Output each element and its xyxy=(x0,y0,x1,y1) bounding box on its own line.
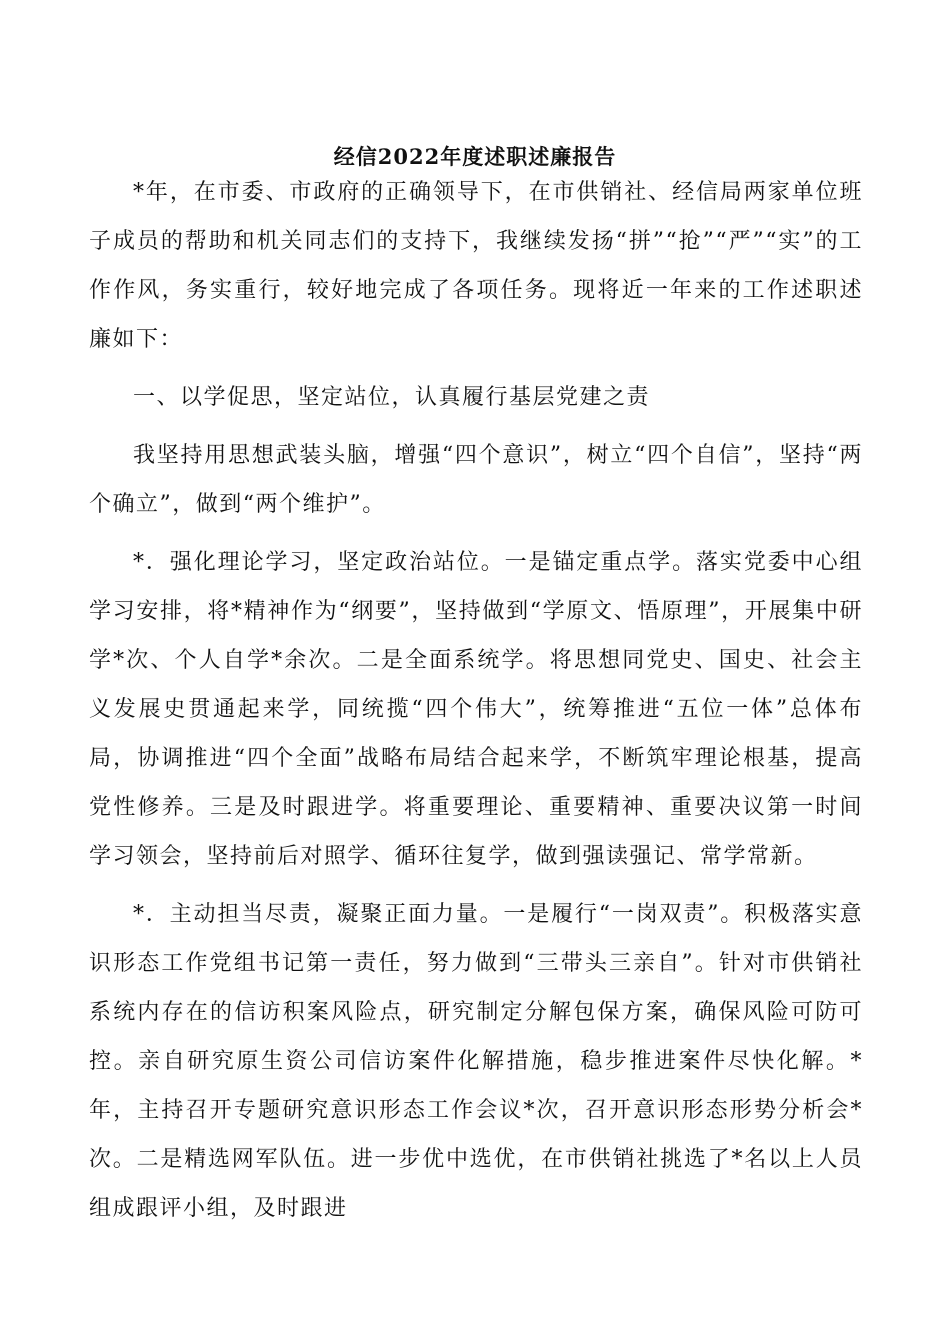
paragraph-item-1: *．强化理论学习，坚定政治站位。一是锚定重点学。落实党委中心组学习安排，将*精神作为“纲要”，坚持做到“学原文、悟原理”，开展集中研学*次、个人自学*余次。二是全面系统学。将思想同党史、国史、社会主义发展史贯通起来学，同统揽“四个伟大”，统筹推进“五位一体”总体布局，协调推进“四个全面”战略布局结合起来学，不断筑牢理论根基，提高党性修养。三是及时跟进学。将重要理论、重要精神、重要决议第一时间学习领会，坚持前后对照学、循环往复学，做到强读强记、常学常新。 xyxy=(89,550,863,869)
document-body xyxy=(89,168,863,1233)
document-title: 经信2022年度述职述廉报告 xyxy=(333,144,617,169)
paragraph-item-2: *．主动担当尽责，凝聚正面力量。一是履行“一岗双责”。积极落实意识形态工作党组书记第一责任，努力做到“三带头三亲自”。针对市供销社系统内存在的信访积案风险点，研究制定分解包保方案，确保风险可防可控。亲自研究原生资公司信访案件化解措施，稳步推进案件尽快化解。*年，主持召开专题研究意识形态工作会议*次，召开意识形态形势分析会*次。二是精选网军队伍。进一步优中选优，在市供销社挑选了*名以上人员组成跟评小组，及时跟进 xyxy=(89,902,863,1221)
section-heading-1: 一、以学促思，坚定站位，认真履行基层党建之责 xyxy=(133,385,651,410)
paragraph-summary: 我坚持用思想武装头脑，增强“四个意识”，树立“四个自信”，坚持“两个确立”，做到“两个维护”。 xyxy=(89,443,863,517)
paragraph-intro: *年，在市委、市政府的正确领导下，在市供销社、经信局两家单位班子成员的帮助和机关同志们的支持下，我继续发扬“拼”“抢”“严”“实”的工作作风，务实重行，较好地完成了各项任务。现将近一年来的工作述职述廉如下： xyxy=(89,180,863,352)
